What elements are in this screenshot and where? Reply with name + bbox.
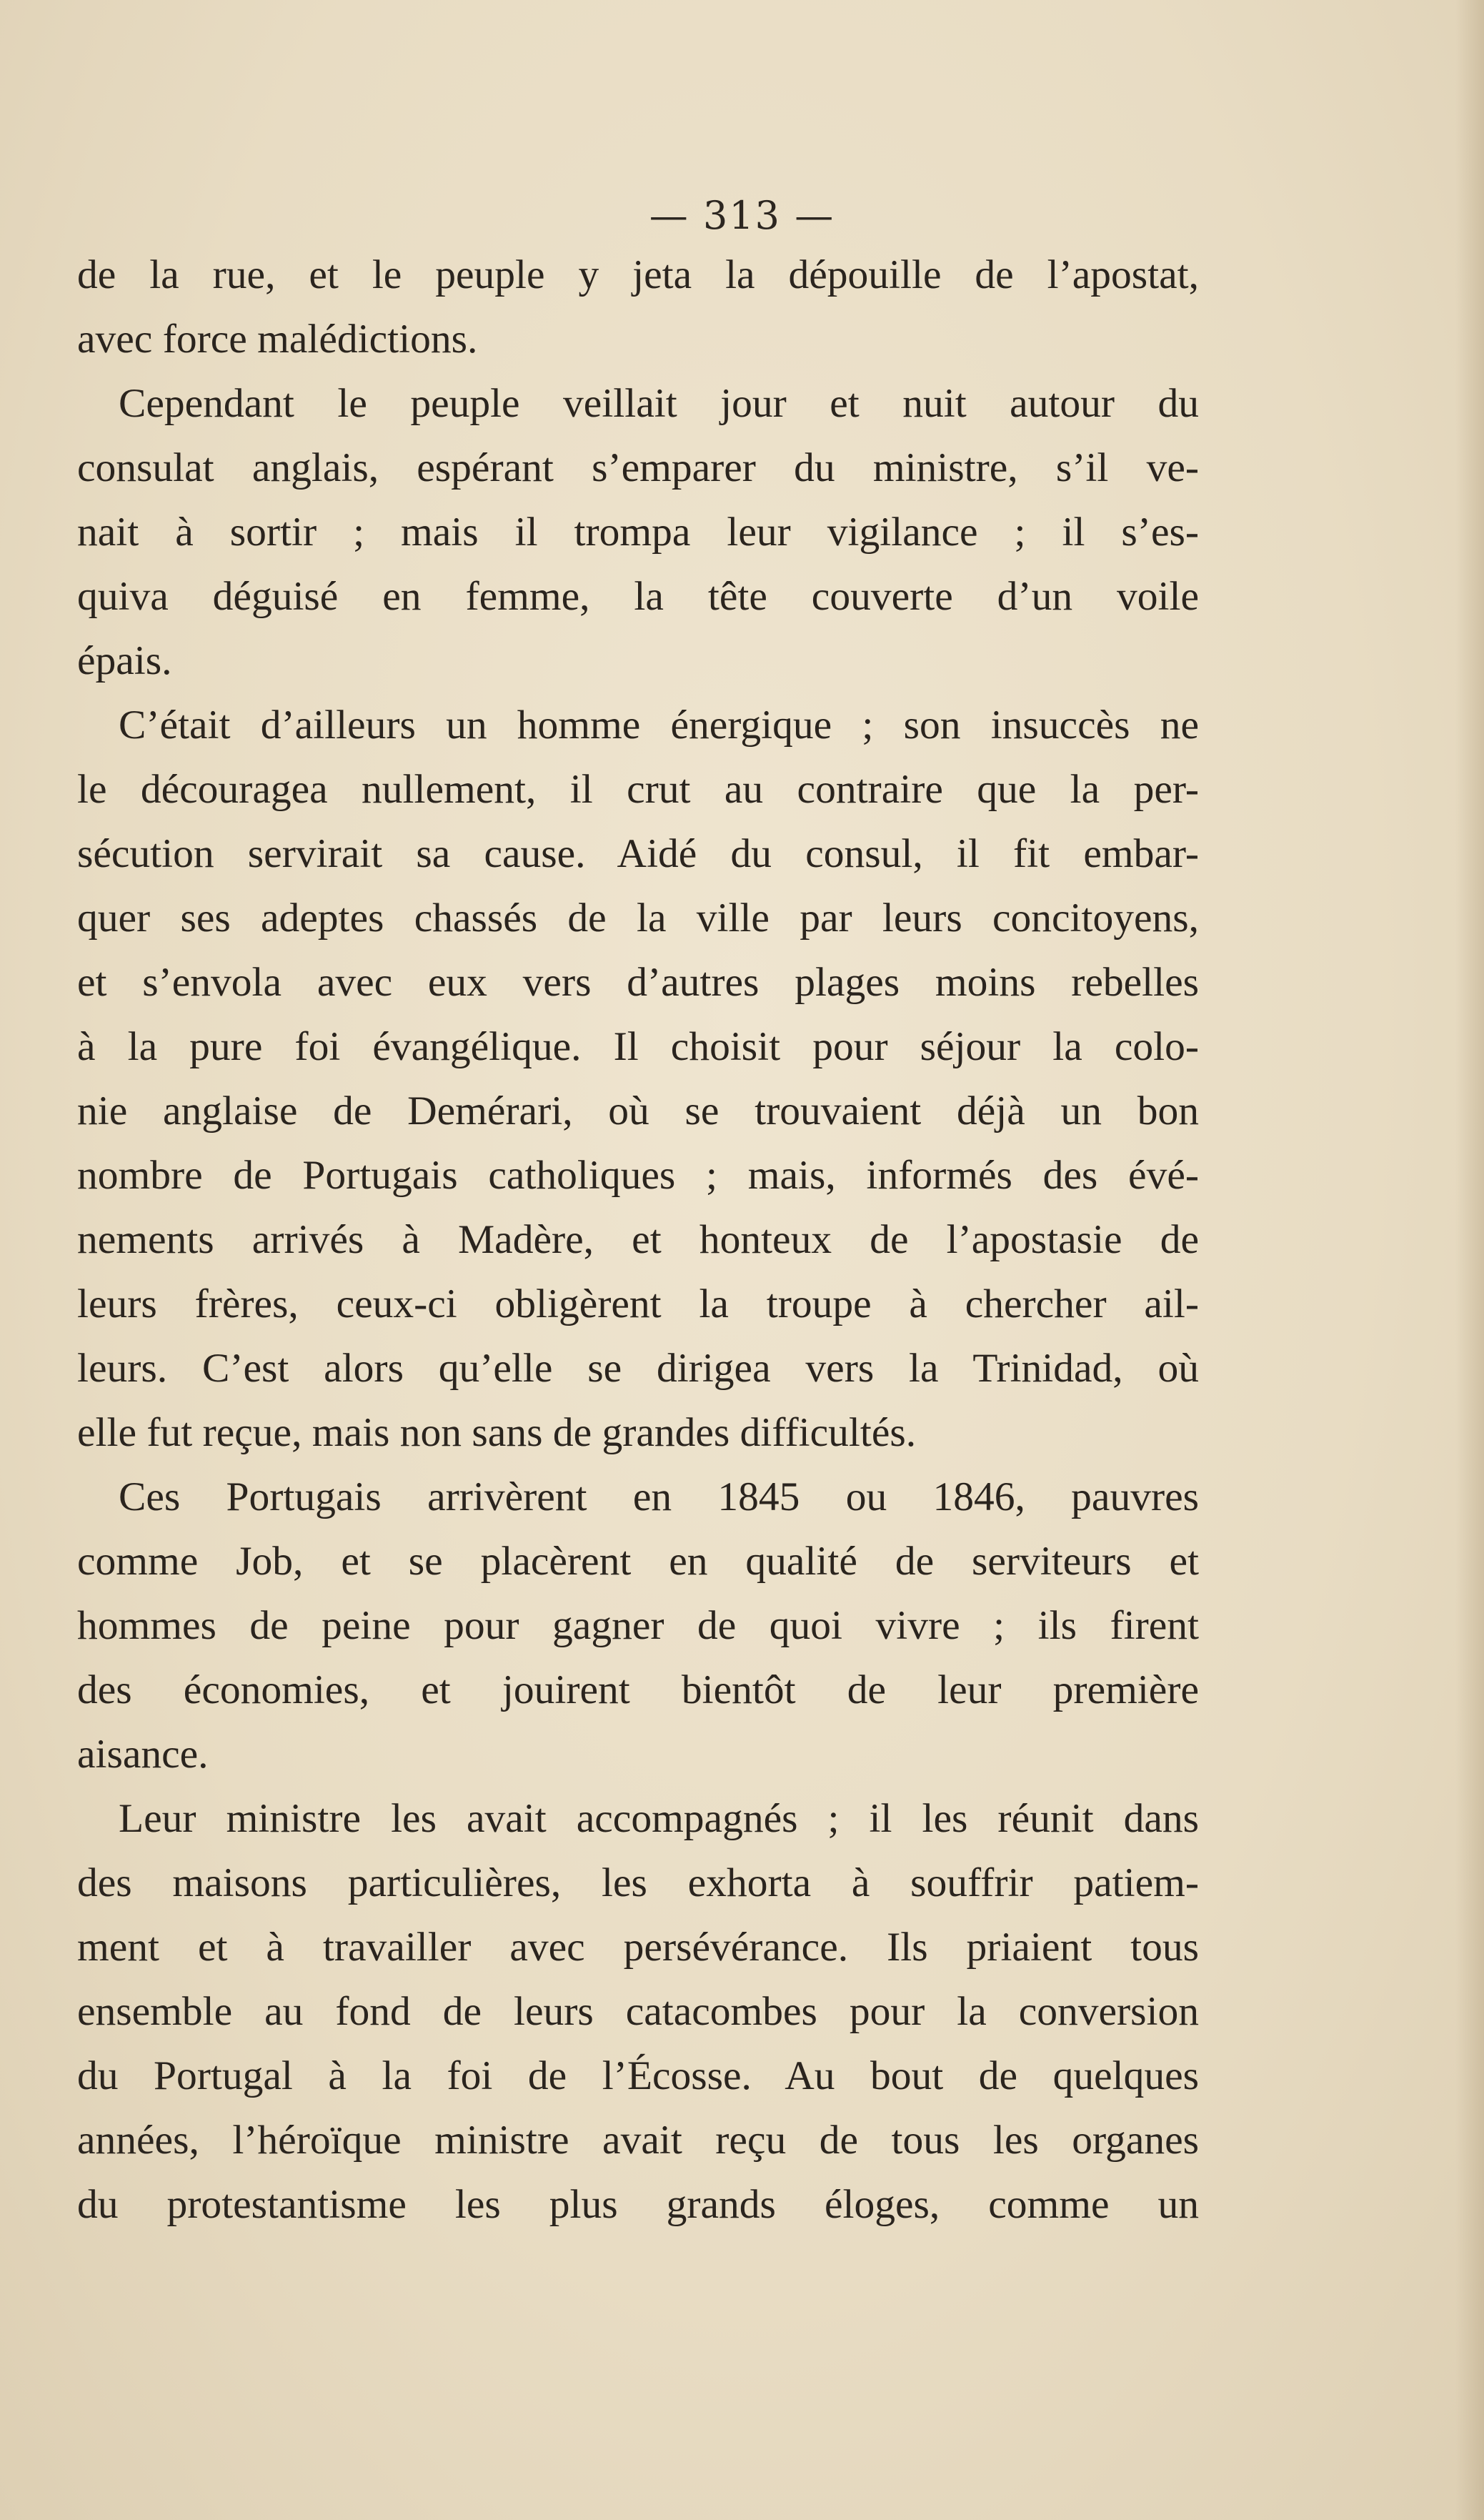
text-line: leurs frères, ceux-ci obligèrent la troupe à chercher ail- xyxy=(77,1281,1199,1326)
text-line: à la pure foi évangélique. Il choisit pour séjour la colo- xyxy=(77,1024,1199,1069)
text-line: du Portugal à la foi de l’Écosse. Au bout de quelques xyxy=(77,2053,1199,2098)
text-line: de la rue, et le peuple y jeta la dépouille de l’apostat, xyxy=(77,252,1199,297)
text-line: du protestantisme les plus grands éloges, comme un xyxy=(77,2182,1199,2227)
text-line: ensemble au fond de leurs catacombes pour la conversion xyxy=(77,1989,1199,2034)
text-line: années, l’héroïque ministre avait reçu de tous les organes xyxy=(77,2118,1199,2163)
text-line: Cependant le peuple veillait jour et nuit autour du xyxy=(119,381,1199,426)
text-line: aisance. xyxy=(77,1732,209,1777)
text-line: Ces Portugais arrivèrent en 1845 ou 1846, pauvres xyxy=(119,1474,1199,1519)
text-line: et s’envola avec eux vers d’autres plages moins rebelles xyxy=(77,960,1199,1005)
page-number: — 313 — xyxy=(649,193,835,238)
text-line: hommes de peine pour gagner de quoi vivre ; ils firent xyxy=(77,1603,1199,1648)
text-line: nie anglaise de Demérari, où se trouvaient déjà un bon xyxy=(77,1088,1199,1133)
text-line: leurs. C’est alors qu’elle se dirigea vers la Trinidad, où xyxy=(77,1346,1199,1391)
page-edge-shadow xyxy=(1455,0,1484,2520)
text-line: comme Job, et se placèrent en qualité de serviteurs et xyxy=(77,1539,1199,1584)
text-line: consulat anglais, espérant s’emparer du ministre, s’il ve- xyxy=(77,445,1199,490)
text-line: C’était d’ailleurs un homme énergique ; son insuccès ne xyxy=(119,703,1199,748)
body-text xyxy=(77,243,1199,2237)
text-line: des maisons particulières, les exhorta à souffrir patiem- xyxy=(77,1860,1199,1905)
text-line: elle fut reçue, mais non sans de grandes difficultés. xyxy=(77,1410,917,1455)
text-line: quiva déguisé en femme, la tête couverte d’un voile xyxy=(77,574,1199,619)
text-line: des économies, et jouirent bientôt de leur première xyxy=(77,1667,1199,1712)
text-line: épais. xyxy=(77,638,172,683)
text-line: sécution servirait sa cause. Aidé du consul, il fit embar- xyxy=(77,831,1199,876)
text-line: nements arrivés à Madère, et honteux de l’apostasie de xyxy=(77,1217,1199,1262)
text-line: Leur ministre les avait accompagnés ; il les réunit dans xyxy=(119,1796,1199,1841)
text-line: le découragea nullement, il crut au contraire que la per- xyxy=(77,767,1199,812)
text-line: nait à sortir ; mais il trompa leur vigilance ; il s’es- xyxy=(77,510,1199,555)
text-line: quer ses adeptes chassés de la ville par leurs concitoyens, xyxy=(77,896,1199,941)
text-line: avec force malédictions. xyxy=(77,317,478,362)
text-line: ment et à travailler avec persévérance. Ils priaient tous xyxy=(77,1925,1199,1970)
text-line: nombre de Portugais catholiques ; mais, informés des évé- xyxy=(77,1153,1199,1198)
